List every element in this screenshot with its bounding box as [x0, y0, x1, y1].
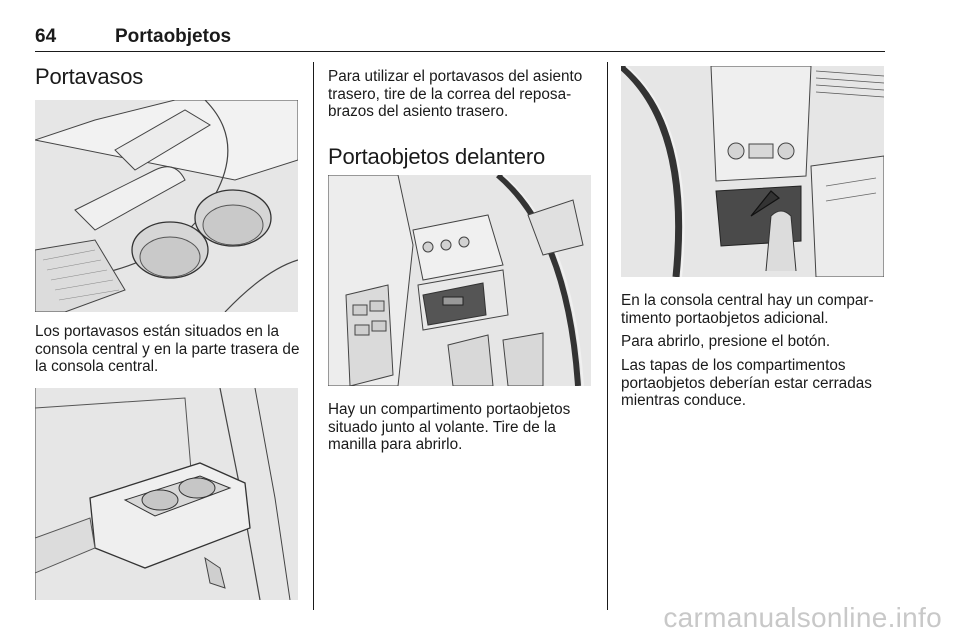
- front-cupholder-illustration: [35, 100, 298, 312]
- front-storage-illustration: [328, 175, 591, 386]
- heading-portaobjetos-delantero: Portaobjetos delantero: [328, 144, 545, 169]
- section-title: Portaobjetos: [115, 26, 232, 47]
- paragraph-safety-note: Las tapas de los compartimentos portaobjetos deberían estar cerradas mientras conduce.: [621, 357, 872, 409]
- paragraph-rear-cupholder-usage: Para utilizar el portavasos del asiento trasero, tire de la correa del reposa-brazos del asiento trasero.: [328, 68, 583, 120]
- paragraph-cupholder-location: Los portavasos están situados en la consola central y en la parte trasera de la consola central.: [35, 323, 300, 375]
- column-divider-2: [607, 62, 608, 610]
- paragraph-open-instruction: Para abrirlo, presione el botón.: [621, 333, 831, 350]
- header-rule: [35, 51, 885, 52]
- figure-center-console-storage: [621, 66, 884, 277]
- figure-rear-cupholder: [35, 388, 298, 600]
- rear-cupholder-illustration: [35, 388, 298, 600]
- paragraph-console-storage: En la consola central hay un compar-timento portaobjetos adicional.: [621, 292, 874, 327]
- center-console-illustration: [621, 66, 884, 277]
- figure-front-storage: [328, 175, 591, 386]
- column-divider-1: [313, 62, 314, 610]
- page-header: [35, 26, 885, 50]
- watermark: carmanualsonline.info: [663, 602, 942, 633]
- paragraph-front-storage: Hay un compartimento portaobjetos situado junto al volante. Tire de la manilla para abrirlo.: [328, 401, 571, 453]
- heading-portavasos: Portavasos: [35, 64, 144, 89]
- figure-front-cupholder: [35, 100, 298, 312]
- page-number: 64: [35, 26, 57, 47]
